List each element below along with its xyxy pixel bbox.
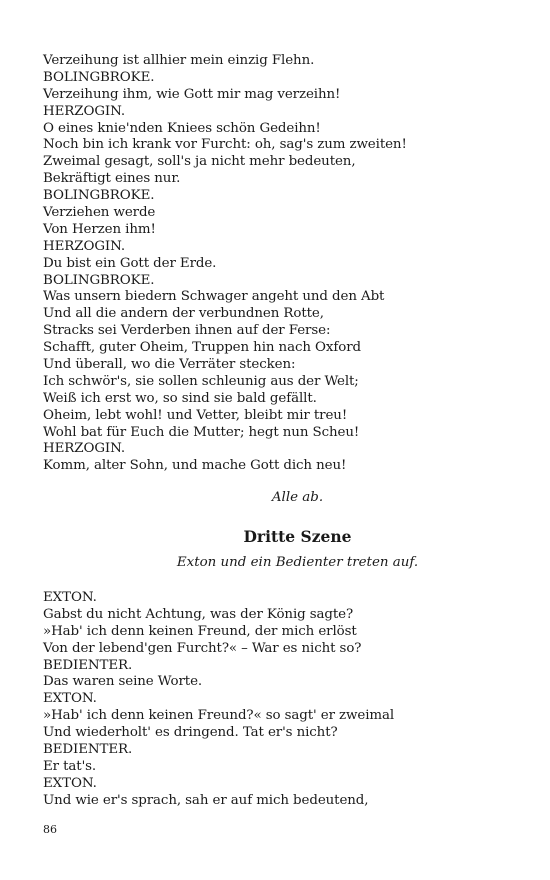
- text-line: Von Herzen ihm!: [43, 221, 156, 237]
- speaker-name: BEDIENTER.: [43, 657, 133, 673]
- stage-direction-entrance: Exton und ein Bedienter treten auf.: [176, 555, 419, 570]
- speaker-name: BEDIENTER.: [43, 742, 133, 758]
- text-line: O eines knie'nden Kniees schön Gedeihn!: [43, 120, 321, 136]
- text-line: Komm, alter Sohn, und mache Gott dich neu!: [43, 458, 347, 474]
- dialogue-block-first: [43, 53, 513, 475]
- speaker-name: BOLINGBROKE.: [43, 69, 155, 85]
- text-line: Oheim, lebt wohl! und Vetter, bleibt mir treu!: [43, 407, 348, 423]
- text-line: Von der lebend'gen Furcht?« – War es nicht so?: [43, 640, 362, 656]
- text-line: Gabst du nicht Achtung, was der König sagte?: [43, 606, 354, 622]
- text-line: Wohl bat für Euch die Mutter; hegt nun Scheu!: [43, 424, 360, 440]
- text-line: Und überall, wo die Verräter stecken:: [43, 357, 296, 373]
- text-line: Das waren seine Worte.: [43, 674, 203, 690]
- speaker-name: HERZOGIN.: [43, 238, 126, 254]
- text-line: Weiß ich erst wo, so sind sie bald gefällt.: [43, 390, 317, 406]
- text-line: Und wie er's sprach, sah er auf mich bedeutend,: [43, 792, 369, 808]
- speaker-name: EXTON.: [43, 590, 97, 605]
- text-line: »Hab' ich denn keinen Freund, der mich erlöst: [43, 623, 357, 639]
- text-line: Zweimal gesagt, soll's ja nicht mehr bedeuten,: [43, 154, 356, 170]
- stage-direction-exit: Alle ab.: [271, 490, 324, 505]
- text-line: Verziehen werde: [43, 205, 156, 221]
- text-line: Ich schwör's, sie sollen schleunig aus der Welt;: [43, 373, 359, 389]
- page-number: 86: [43, 823, 57, 836]
- text-line: Und all die andern der verbundnen Rotte,: [43, 306, 324, 322]
- speaker-name: EXTON.: [43, 691, 97, 707]
- scene-heading: Dritte Szene: [243, 527, 352, 546]
- text-line: »Hab' ich denn keinen Freund?« so sagt' er zweimal: [43, 708, 395, 724]
- text-line: Was unsern biedern Schwager angeht und den Abt: [43, 289, 385, 305]
- text-line: Er tat's.: [43, 758, 97, 774]
- speaker-name: BOLINGBROKE.: [43, 188, 155, 204]
- text-line: Bekräftigt eines nur.: [43, 171, 181, 187]
- text-line: Verzeihung ist allhier mein einzig Flehn.: [43, 53, 315, 68]
- dialogue-block-second: [43, 590, 513, 810]
- speaker-name: HERZOGIN.: [43, 103, 126, 119]
- speaker-name: BOLINGBROKE.: [43, 272, 155, 288]
- text-line: Stracks sei Verderben ihnen auf der Ferse:: [43, 323, 331, 339]
- speaker-name: EXTON.: [43, 775, 97, 791]
- text-line: Verzeihung ihm, wie Gott mir mag verzeihn!: [43, 86, 341, 102]
- text-line: Schafft, guter Oheim, Truppen hin nach Oxford: [43, 340, 361, 356]
- speaker-name: HERZOGIN.: [43, 441, 126, 457]
- text-line: Noch bin ich krank vor Furcht: oh, sag's zum zweiten!: [43, 137, 407, 153]
- text-line: Du bist ein Gott der Erde.: [43, 255, 217, 271]
- text-line: Und wiederholt' es dringend. Tat er's nicht?: [43, 725, 338, 741]
